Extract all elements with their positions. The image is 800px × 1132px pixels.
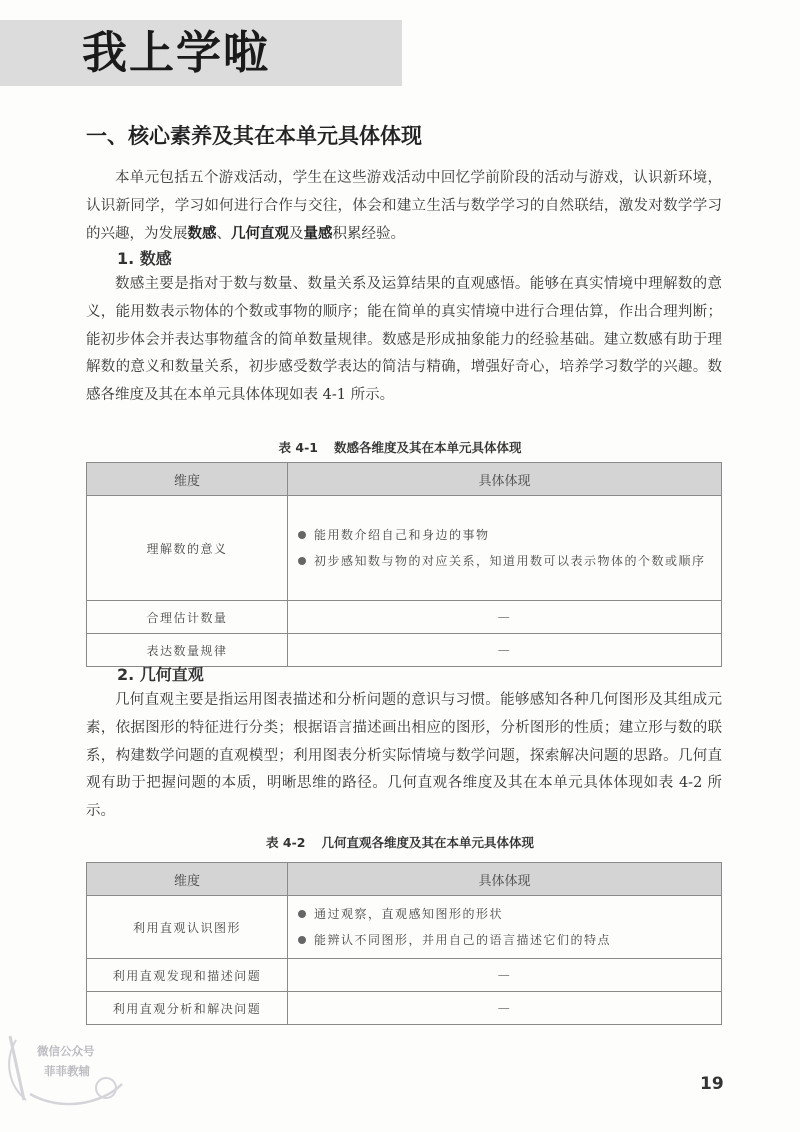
table-4-1-title: 数感各维度及其在本单元具体体现 bbox=[333, 440, 522, 455]
bullet-icon bbox=[298, 910, 306, 918]
table-4-1-number: 表 4-1 bbox=[278, 440, 318, 455]
table-4-2-number: 表 4-2 bbox=[266, 835, 306, 850]
intro-paragraph bbox=[86, 165, 722, 248]
manifestation-cell bbox=[288, 896, 722, 959]
table-4-2-title: 几何直观各维度及其在本单元具体体现 bbox=[321, 835, 534, 850]
watermark-line-1: 微信公众号 bbox=[37, 1044, 95, 1058]
table-row bbox=[87, 601, 722, 634]
empty-dash-cell: — bbox=[288, 959, 722, 992]
page-title: 我上学啦 bbox=[82, 26, 271, 79]
table-4-1-caption bbox=[0, 439, 800, 457]
table-4-1 bbox=[86, 462, 722, 667]
empty-dash-cell: — bbox=[288, 634, 722, 667]
dimension-cell: 表达数量规律 bbox=[87, 634, 288, 667]
term-geometry: 几何直观 bbox=[231, 225, 289, 242]
dimension-cell: 利用直观认识图形 bbox=[87, 896, 288, 959]
dimension-cell: 利用直观发现和描述问题 bbox=[87, 959, 288, 992]
term-number-sense: 数感 bbox=[187, 225, 217, 242]
bullet-item bbox=[298, 927, 713, 953]
bullet-text: 初步感知数与物的对应关系，知道用数可以表示物体的个数或顺序 bbox=[314, 554, 706, 568]
bullet-item bbox=[298, 522, 713, 548]
table-row bbox=[87, 992, 722, 1025]
table-4-2 bbox=[86, 862, 722, 1025]
table-4-2-caption bbox=[0, 834, 800, 852]
watermark bbox=[2, 1030, 127, 1110]
table-row bbox=[87, 634, 722, 667]
dimension-cell: 合理估计数量 bbox=[87, 601, 288, 634]
bullet-text: 通过观察，直观感知图形的形状 bbox=[314, 907, 504, 921]
intro-text-end: 积累经验。 bbox=[332, 225, 405, 242]
intro-text: 本单元包括五个游戏活动，学生在这些游戏活动中回忆学前阶段的活动与游戏，认识新环境，认识新同学，学习如何进行合作与交往，体会和建立生活与数学学习的自然联结，激发对数学学习的兴趣，为发展 bbox=[86, 170, 722, 242]
dimension-cell: 利用直观分析和解决问题 bbox=[87, 992, 288, 1025]
column-header-dimension: 维度 bbox=[87, 863, 288, 896]
bullet-icon bbox=[298, 936, 306, 944]
intro-sep-2: 及 bbox=[289, 225, 304, 242]
table-header-row bbox=[87, 863, 722, 896]
empty-dash-cell: — bbox=[288, 992, 722, 1025]
column-header-manifestation: 具体体现 bbox=[288, 863, 722, 896]
page-number: 19 bbox=[700, 1074, 724, 1094]
geometry-paragraph: 几何直观主要是指运用图表描述和分析问题的意识与习惯。能够感知各种几何图形及其组成元素，依据图形的特征进行分类；根据语言描述画出相应的图形，分析图形的性质；建立形与数的联系，构建数学问题的直观模型；利用图表分析实际情境与数学问题，探索解决问题的思路。几何直观有助于把握问题的本质，明晰思维的路径。几何直观各维度及其在本单元具体体现如表 4-2 所示。 bbox=[86, 692, 722, 820]
watermark-line-2: 菲菲教辅 bbox=[44, 1064, 90, 1078]
bullet-item bbox=[298, 548, 713, 574]
section-heading: 一、核心素养及其在本单元具体体现 bbox=[86, 124, 422, 148]
bullet-text: 能辨认不同图形，并用自己的语言描述它们的特点 bbox=[314, 933, 612, 947]
bullet-item bbox=[298, 901, 713, 927]
empty-dash-cell: — bbox=[288, 601, 722, 634]
table-row bbox=[87, 896, 722, 959]
table-row bbox=[87, 496, 722, 601]
intro-sep-1: 、 bbox=[216, 225, 231, 242]
column-header-manifestation: 具体体现 bbox=[288, 463, 722, 496]
column-header-dimension: 维度 bbox=[87, 463, 288, 496]
number-sense-paragraph: 数感主要是指对于数与数量、数量关系及运算结果的直观感悟。能够在真实情境中理解数的意义，能用数表示物体的个数或事物的顺序；能在简单的真实情境中进行合理估算，作出合理判断；能初步体会并表达事物蕴含的简单数量规律。数感是形成抽象能力的经验基础。建立数感有助于理解数的意义和数量关系，初步感受数学表达的简洁与精确，增强好奇心，培养学习数学的兴趣。数感各维度及其在本单元具体体现如表 4-1 所示。 bbox=[86, 276, 722, 404]
subheading-geometry: 2. 几何直观 bbox=[117, 665, 204, 684]
term-quantity-sense: 量感 bbox=[303, 225, 333, 242]
dimension-cell: 理解数的意义 bbox=[87, 496, 288, 601]
bullet-icon bbox=[298, 557, 306, 565]
bullet-text: 能用数介绍自己和身边的事物 bbox=[314, 528, 490, 542]
subheading-number-sense: 1. 数感 bbox=[117, 249, 172, 268]
bullet-icon bbox=[298, 531, 306, 539]
table-header-row bbox=[87, 463, 722, 496]
manifestation-cell bbox=[288, 496, 722, 601]
table-row bbox=[87, 959, 722, 992]
